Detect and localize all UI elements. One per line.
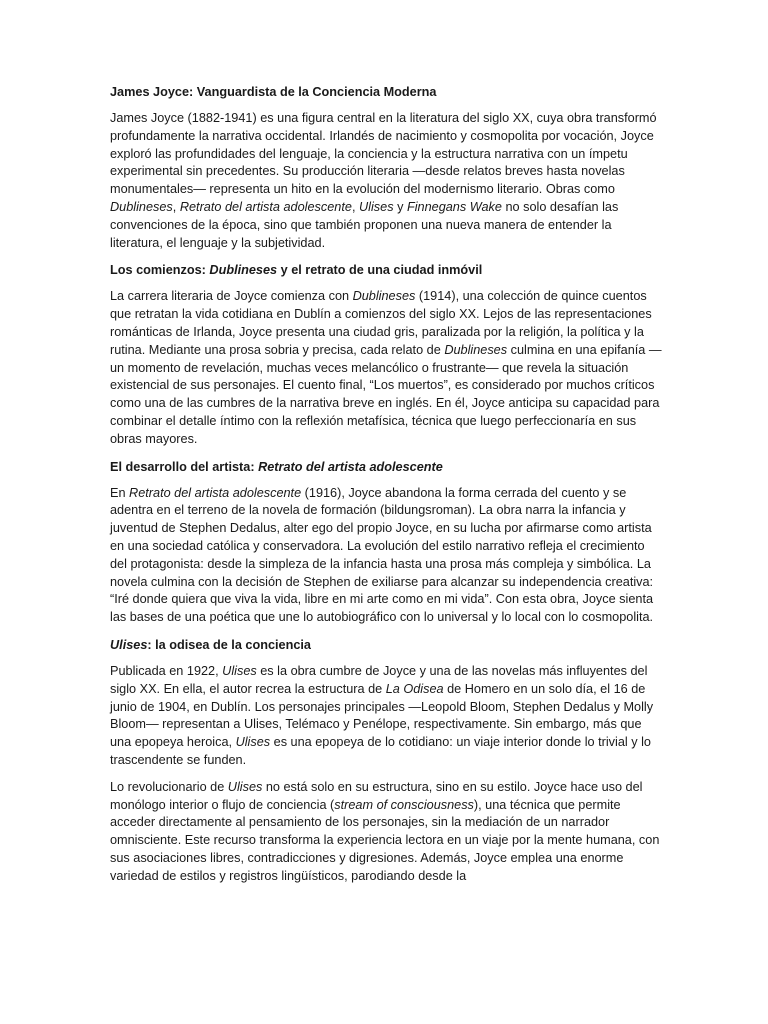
body-text: es la obra cumbre de Joyce y una de las novelas más influyentes del siglo XX. En ella, el autor recrea la estructura de <box>110 663 648 696</box>
body-text: es una epopeya de lo cotidiano: un viaje interior donde lo trivial y lo trascendente se funden. <box>110 735 651 767</box>
intro-italic-finnegans: Finnegans Wake <box>406 199 502 214</box>
body-text: (1914), una colección de quince cuentos que retratan la vida cotidiana en Dublín a comienzos del siglo XX. Lejos de las representaciones románticas de Irlanda, Joyce presenta una ciudad gris, paralizada por la religión, la política y la rutina. Mediante una prosa sobria y precisa, cada relato de <box>110 289 652 357</box>
intro-italic-ulises: Ulises <box>359 199 394 214</box>
section-heading-desarrollo <box>110 458 662 476</box>
heading-italic: Ulises <box>110 637 148 652</box>
heading-text: Los comienzos: <box>110 263 210 278</box>
intro-italic-dublineses: Dublineses <box>110 199 173 214</box>
section-paragraph-ulises-1 <box>110 663 662 770</box>
intro-paragraph <box>110 110 662 252</box>
body-text: ), una técnica que permite acceder directamente al pensamiento de los personajes, sin la mediación de un narrador omnisciente. Este recurso transforma la experiencia lectora en un viaje por la mente humana, con sus asociaciones libres, contradicciones y digresiones. Además, Joyce emplea una enorme variedad de estilos y registros lingüísticos, parodiando desde la <box>110 797 660 883</box>
section-heading-comienzos <box>110 261 662 279</box>
heading-text: : la odisea de la conciencia <box>147 637 311 652</box>
body-text: no está solo en su estructura, sino en su estilo. Joyce hace uso del monólogo interior o flujo de conciencia ( <box>110 779 643 812</box>
body-text: de Homero en un solo día, el 16 de junio de 1904, en Dublín. Los personajes principales —Leopold Bloom, Stephen Dedalus y Molly Bloom— representan a Ulises, Telémaco y Penélope, respectivamente. Sin embargo, más que una epopeya heroica, <box>110 681 654 750</box>
body-text: (1916), Joyce abandona la forma cerrada del cuento y se adentra en el terreno de la novela de formación (bildungsroman). La obra narra la infancia y juventud de Stephen Dedalus, alter ego del propio Joyce, en su lucha por afirmarse como artista en una sociedad católica y conservadora. La evolución del estilo narrativo refleja el crecimiento del protagonista: desde la simpleza de la infancia hasta una prosa más compleja y simbólica. La novela culmina con la decisión de Stephen de exiliarse para alcanzar su independencia creativa: “Iré donde quiera que viva la vida, libre en mi arte como en mi vida”. Con esta obra, Joyce sienta las bases de una poética que une lo autobiográfico con lo universal y lo local con lo cosmopolita. <box>110 485 654 625</box>
section-paragraph-comienzos <box>110 288 662 448</box>
body-italic: Dublineses <box>352 289 416 304</box>
heading-text: El desarrollo del artista: <box>110 459 259 474</box>
section-heading-ulises <box>110 636 662 654</box>
section-paragraph-desarrollo <box>110 485 662 627</box>
body-italic: Ulises <box>227 779 263 794</box>
body-italic: Ulises <box>235 735 271 750</box>
body-italic: stream of consciousness <box>334 797 474 812</box>
intro-italic-retrato: Retrato del artista adolescente <box>179 199 352 214</box>
body-text: Lo revolucionario de <box>110 779 228 794</box>
section-paragraph-ulises-2 <box>110 779 662 886</box>
document-page <box>110 83 662 894</box>
heading-italic: Dublineses <box>209 263 278 278</box>
body-italic: La Odisea <box>385 681 444 696</box>
intro-text-3: , <box>351 199 359 214</box>
body-text: La carrera literaria de Joyce comienza con <box>110 289 353 304</box>
body-text: culmina en una epifanía —un momento de revelación, muchas veces melancólico o frustrante— que revela la situación existencial de sus personajes. El cuento final, “Los muertos”, es considerado por muchos críticos como una de las cumbres de la narrativa breve en inglés. En él, Joyce anticipa su capacidad para combinar el detalle íntimo con la reflexión metafísica, técnica que luego perfeccionaría en sus obras mayores. <box>110 342 662 446</box>
heading-text: y el retrato de una ciudad inmóvil <box>277 263 483 278</box>
intro-text-1: James Joyce (1882-1941) es una figura central en la literatura del siglo XX, cuya obra transformó profundamente la narrativa occidental. Irlandés de nacimiento y cosmopolita por vocación, Joyce exploró las profundidades del lenguaje, la conciencia y la estructura narrativa con un ímpetu experimental sin precedentes. Su producción literaria —desde relatos breves hasta novelas monumentales— representa un hito en la evolución del modernismo literario. Obras como <box>110 111 657 197</box>
intro-text-4: y <box>393 199 407 214</box>
intro-text-2: , <box>172 199 180 214</box>
intro-text-5: no solo desafían las convenciones de la época, sino que también proponen una nueva manera de entender la literatura, el lenguaje y la subjetividad. <box>110 199 619 250</box>
body-text: Publicada en 1922, <box>110 663 223 678</box>
body-italic: Ulises <box>222 663 257 678</box>
body-italic: Retrato del artista adolescente <box>129 485 302 500</box>
document-title: James Joyce: Vanguardista de la Conciencia Moderna <box>110 85 437 99</box>
heading-italic: Retrato del artista adolescente <box>258 459 443 474</box>
body-italic: Dublineses <box>444 342 508 357</box>
body-text: En <box>110 485 130 500</box>
